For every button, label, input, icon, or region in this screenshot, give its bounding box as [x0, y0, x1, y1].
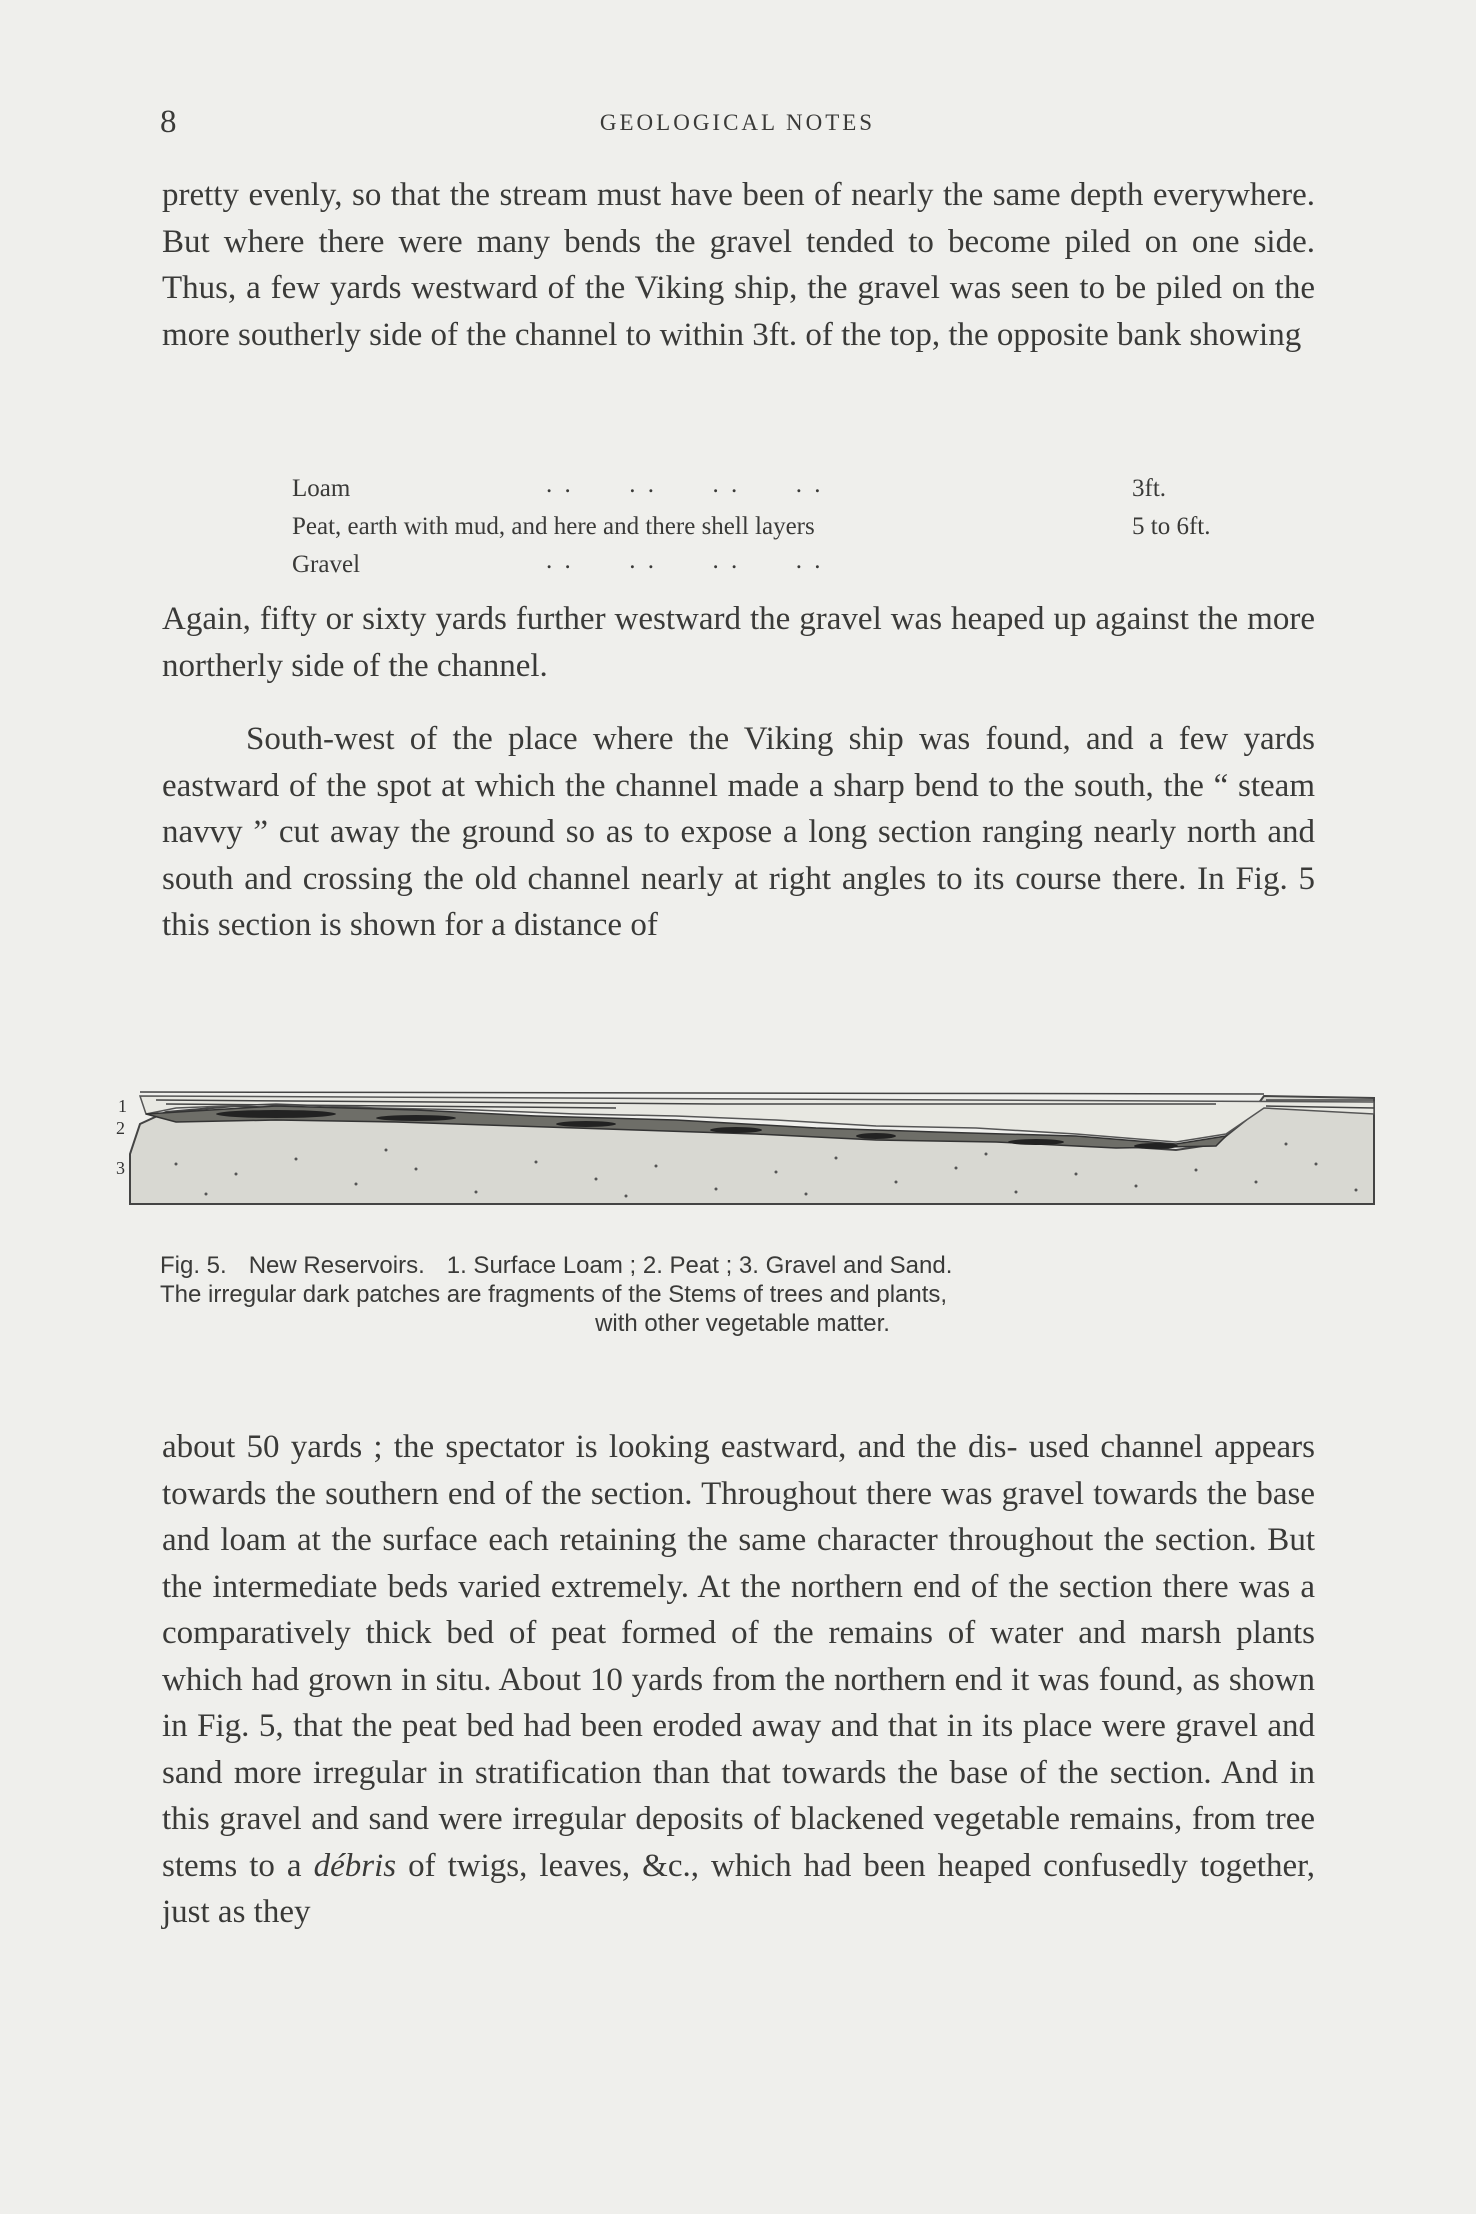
- section-row-peat: [292, 508, 1252, 546]
- section-row-gravel: [292, 546, 1252, 584]
- paragraph-3: [162, 716, 1315, 949]
- paragraph-4-italic: débris: [313, 1847, 397, 1884]
- section-row-loam: [292, 470, 1252, 508]
- paragraph-1: [162, 172, 1315, 358]
- layer-number-3: 3: [116, 1158, 125, 1178]
- layer-number-2: 2: [116, 1118, 125, 1138]
- figure-5-section-drawing: [116, 1074, 1376, 1214]
- section-table: [292, 470, 1252, 584]
- page-number: 8: [160, 104, 177, 140]
- section-row-thickness: 5 to 6ft.: [1132, 513, 1211, 540]
- caption-line-3: with other vegetable matter.: [595, 1310, 890, 1337]
- caption-label: Fig. 5.: [160, 1252, 227, 1279]
- paragraph-2: [162, 596, 1315, 689]
- paragraph-2-text: Again, fifty or sixty yards further westward the gravel was heaped up against the more northerly side of the channel.: [162, 601, 1315, 684]
- page-header: [160, 104, 1315, 144]
- caption-title: New Reservoirs.: [248, 1252, 425, 1279]
- paragraph-1-text: pretty evenly, so that the stream must have been of nearly the same depth everywhere. But where there were many bends the gravel tended to become piled on one side. Thus, a few yards westward of the Viking ship, the gravel was seen to be piled on the more southerly side of the channel to within 3ft. of the top, the opposite bank showing: [162, 177, 1315, 353]
- section-row-label: Loam: [292, 475, 351, 502]
- section-row-leader: . . . . . . . .: [546, 471, 824, 498]
- section-row-leader: . . . . . . . .: [546, 547, 824, 574]
- caption-line-2: The irregular dark patches are fragments of the Stems of trees and plants,: [160, 1281, 948, 1308]
- section-row-thickness: 3ft.: [1132, 475, 1167, 502]
- paragraph-3-text: South-west of the place where the Viking ship was found, and a few yards eastward of the spot at which the channel made a sharp bend to the south, the “ steam navvy ” cut away the ground so as to expose a long section ranging nearly north and south and crossing the old channel nearly at right angles to its course there. In Fig. 5 this section is shown for a distance of: [162, 721, 1315, 943]
- paragraph-4-main: about 50 yards ; the spectator is looking eastward, and the dis- used channel appears towards the southern end of the section. Throughout there was gravel towards the base and loam at the surface each retaining the same character throughout the section. But the intermediate beds varied extremely. At the northern end of the section there was a comparatively thick bed of peat formed of the remains of water and marsh plants which had grown in situ. About 10 yards from the northern end it was found, as shown in Fig. 5, that the peat bed had been eroded away and that in its place were gravel and sand more irregular in stratification than that towards the base of the section. And in this gravel and sand were irregular deposits of blackened vegetable remains, from tree stems to a: [162, 1429, 1315, 1884]
- paragraph-4: [162, 1424, 1315, 1936]
- running-title: GEOLOGICAL NOTES: [599, 110, 876, 135]
- figure-caption: [160, 1251, 1325, 1338]
- paragraph-4-end: of twigs, leaves, &c., which had been heaped confusedly together, just as they: [162, 1847, 1316, 1930]
- caption-line-1: [160, 1251, 1325, 1280]
- section-row-label: Peat, earth with mud, and here and there shell layers: [292, 513, 815, 540]
- section-row-label: Gravel: [292, 551, 361, 578]
- layer-number-1: 1: [118, 1096, 127, 1116]
- paragraph-4-text: [162, 1424, 1315, 1936]
- caption-legend: 1. Surface Loam ; 2. Peat ; 3. Gravel and Sand.: [446, 1252, 953, 1279]
